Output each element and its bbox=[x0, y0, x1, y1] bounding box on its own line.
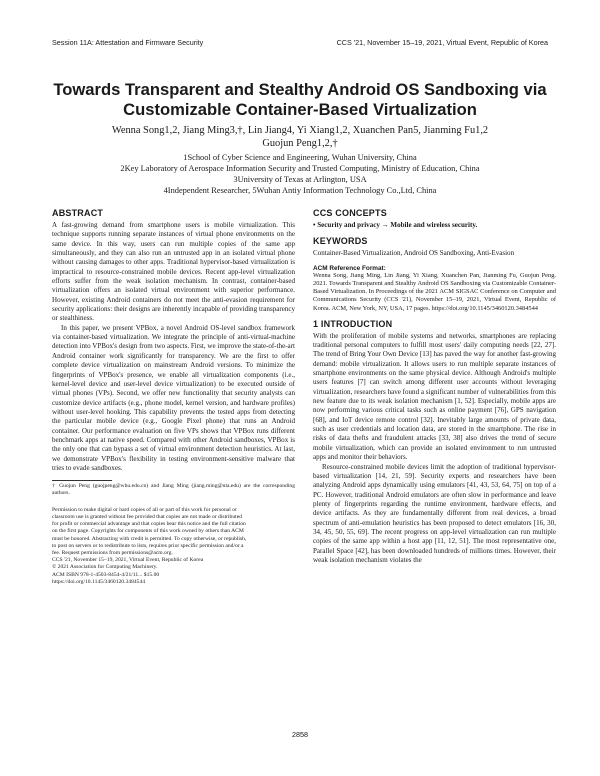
conference-label: CCS '21, November 15–19, 2021, Virtual Event, Republic of Korea bbox=[336, 38, 548, 47]
session-label: Session 11A: Attestation and Firmware Security bbox=[52, 38, 204, 47]
doi-link[interactable]: https://doi.org/10.1145/3460120.3484544 bbox=[52, 578, 146, 585]
corresponding-author-footnote: † Guojun Peng (guojpeng@whu.edu.cn) and Jiang Ming (jiang.ming@uta.edu) are the corresponding authors. bbox=[52, 483, 295, 497]
page-number: 2858 bbox=[292, 730, 308, 739]
introduction-paragraph-1: With the proliferation of mobile systems and networks, smartphones are replacing traditional personal computers to fulfill most users' daily computing needs [22, 27]. The trend of Bring Your Own Device [13] has paved the way for another fast-growing demand: mobile virtualization. It allows users to run multiple separate instances of smartphone environments on the same physical device. Although Android's multiple users features [7] can switch among different user accounts without leveraging virtualization, researchers have found a significant number of vulnerabilities from this new feature due to its weak isolation mechanism [1, 52]. Especially, mobile apps are now performing various critical tasks such as online payment [76], GPS navigation [68], and IoT device remote control [32]. Inevitably large amounts of private data, such as user credentials and location data, are stored in the smartphone. The rise in risks of data thefts and fraudulent attacks [33, 38] also drives the trend of secure mobile virtualization, which can provide an isolated environment to run untrusted apps and monitor their behaviors. bbox=[313, 331, 556, 462]
permission-line: fee. Request permissions from permissions@acm.org. bbox=[52, 549, 173, 556]
paper-title bbox=[40, 80, 560, 120]
permission-block bbox=[52, 507, 295, 586]
abstract-heading: ABSTRACT bbox=[52, 208, 104, 218]
abstract-paragraph-1: A fast-growing demand from smartphone users is mobile virtualization. This technique supports running separate instances of virtual phone environments on the same device. In this way, users can run multiple copies of the same app simultaneously, and they can also run an untrusted app in an isolated virtual phone without causing damages to other apps. Traditional hypervisor-based virtualization is impractical to resource-constrained mobile devices. Recent app-level virtualization efforts suffer from the weak isolation mechanism. In contrast, container-based virtualization offers an isolated virtual environment with superior performance. However, existing Android containers do not meet the anti-evasion requirement for security applications: their designs are inherently incapable of providing transparency or stealthiness. bbox=[52, 221, 295, 323]
authors-line-2: Guojun Peng1,2,† bbox=[262, 138, 338, 149]
abstract-paragraph-2: In this paper, we present VPBox, a novel Android OS-level sandbox framework via container-based virtualization. We integrate the principle of anti-virtual-machine detection into VPBox's design from two aspects. First, we improve the state-of-the-art Android container work significantly for transparency. We are the first to offer complete device virtualization on mainstream Android versions. To minimize the fingerprints of VPBox's presence, we enable all virtualization components (i.e., kernel-level device and user-level device virtualization) to be executed outside of virtual phones (VPs). Second, we offer new functionality that security analysts can customize device artifacts (e.g., phone model, kernel version, and hardware profiles) without user-level hooking. This capability prevents the tested apps from detecting the particular mobile device (e.g., Google Pixel phone) that runs an Android container. Our performance evaluation on five VPs shows that VPBox runs different benchmark apps at native speed. Compared with other Android sandboxes, VPBox is the only one that can bypass a set of virtual environment detection heuristics. At last, we demonstrate VPBox's flexibility in testing environment-sensitive malware that tries to evade sandboxes. bbox=[52, 323, 295, 472]
reference-format-text: Wenna Song, Jiang Ming, Lin Jiang, Yi Xiang, Xuanchen Pan, Jianming Fu, Guojun Peng. 2021. Towards Transparent and Stealthy Android OS Sandboxing via Customizable Container-Based Virtualization. In Proceedings of the 2021 ACM SIGSAC Conference on Computer and Communications Security (CCS '21), November 15–19, 2021, Virtual Event, Republic of Korea. ACM, New York, NY, USA, 17 pages. https://doi.org/10.1145/3460120.3484544 bbox=[313, 271, 556, 312]
authors-line-1: Wenna Song1,2, Jiang Ming3,†, Lin Jiang4, Yi Xiang1,2, Xuanchen Pan5, Jianming Fu1,2 bbox=[111, 125, 489, 136]
running-header bbox=[52, 38, 548, 50]
keywords-text: Container-Based Virtualization, Android OS Sandboxing, Anti-Evasion bbox=[313, 249, 515, 258]
footnote-rule bbox=[52, 480, 112, 481]
ccs-concepts-heading: CCS CONCEPTS bbox=[313, 208, 387, 218]
keywords-heading: KEYWORDS bbox=[313, 236, 368, 247]
permission-line: Permission to make digital or hard copies of all or part of this work for personal or bbox=[52, 506, 237, 513]
left-column bbox=[52, 208, 295, 586]
introduction-paragraph-2: Resource-constrained mobile devices limit the adoption of traditional hypervisor-based virtualization [14, 21, 59]. Security experts and researchers have been analyzing Android apps dynamically using emulators [41, 43, 53, 64, 75] on top of a PC. However, traditional Android emulators are often slow in performance and leave plenty of fingerprints regarding the runtime environment, hardware effects, and device artifacts. As they are fundamentally different from real devices, a broad spectrum of anti-emulation heuristics has been proposed to detect emulators [16, 30, 34, 45, 50, 55, 69]. The recent progress on app-level virtualization can run multiple copies of the same app within a host app [11, 12, 51]. The most representative one, Parallel Space [42], has been downloaded hundreds of millions times. However, their weak isolation mechanism violates the bbox=[313, 462, 556, 564]
affiliation-4: 4Independent Researcher, 5Wuhan Antiy Information Technology Co.,Ltd, China bbox=[163, 186, 437, 195]
ccs-concept-item bbox=[313, 221, 556, 230]
permission-line: must be honored. Abstracting with credit is permitted. To copy otherwise, or republish, bbox=[52, 535, 247, 542]
affiliation-1: 1School of Cyber Science and Engineering, Wuhan University, China bbox=[183, 153, 417, 162]
affiliations bbox=[40, 152, 560, 196]
affiliation-2: 2Key Laboratory of Aerospace Information Security and Trusted Computing, Ministry of Education, China bbox=[120, 164, 480, 173]
permission-line: © 2021 Association for Computing Machinery. bbox=[52, 564, 158, 571]
introduction-heading: 1 INTRODUCTION bbox=[313, 318, 393, 329]
permission-line: CCS '21, November 15–19, 2021, Virtual Event, Republic of Korea bbox=[52, 557, 204, 564]
reference-format-heading: ACM Reference Format: bbox=[313, 264, 386, 272]
permission-line: on the first page. Copyrights for components of this work owned by others than ACM bbox=[52, 528, 244, 535]
permission-line: classroom use is granted without fee provided that copies are not made or distributed bbox=[52, 513, 242, 520]
right-column bbox=[313, 208, 556, 565]
title-line-2: Customizable Container-Based Virtualization bbox=[123, 100, 477, 119]
affiliation-3: 3University of Texas at Arlington, USA bbox=[233, 175, 367, 184]
title-line-1: Towards Transparent and Stealthy Android OS Sandboxing via bbox=[53, 80, 547, 99]
permission-line: to post on servers or to redistribute to lists, requires prior specific permission and/or a bbox=[52, 542, 244, 549]
author-list bbox=[60, 124, 540, 150]
permission-line: for profit or commercial advantage and that copies bear this notice and the full citation bbox=[52, 521, 246, 528]
ccs-concept-text: • Security and privacy → Mobile and wireless security. bbox=[313, 221, 478, 229]
permission-line: ACM ISBN 978-1-4503-8454-4/21/11... $15.00 bbox=[52, 571, 160, 578]
